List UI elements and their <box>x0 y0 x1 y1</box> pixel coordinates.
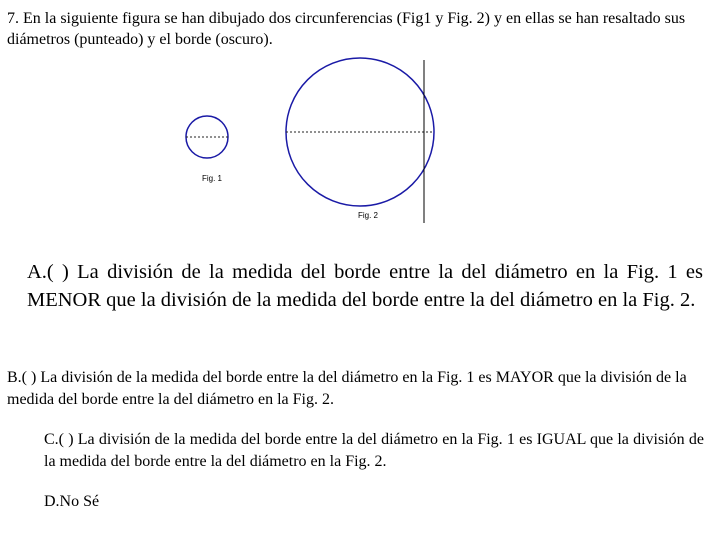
option-d: D.No Sé <box>44 493 100 510</box>
question-text: 7. En la siguiente figura se han dibujado dos circunferencias (Fig1 y Fig. 2) y en ellas se han resaltado sus diámetros (punteado) y el borde (oscuro). <box>7 10 686 48</box>
fig2-label: Fig. 2 <box>358 211 379 220</box>
option-b: B.( ) La división de la medida del borde entre la del diámetro en la Fig. 1 es MAYOR que la división de la medida del borde entre la del diámetro en la Fig. 2. <box>7 369 687 408</box>
circles-figure <box>150 55 460 230</box>
option-c: C.( ) La división de la medida del borde entre la del diámetro en la Fig. 1 es IGUAL que la división de la medida del borde entre la del diámetro en la Fig. 2. <box>44 431 704 470</box>
fig1-label: Fig. 1 <box>202 174 223 183</box>
option-a: A.( ) La división de la medida del borde entre la del diámetro en la Fig. 1 es MENOR que la división de la medida del borde entre la del diámetro en la Fig. 2. <box>27 261 703 311</box>
